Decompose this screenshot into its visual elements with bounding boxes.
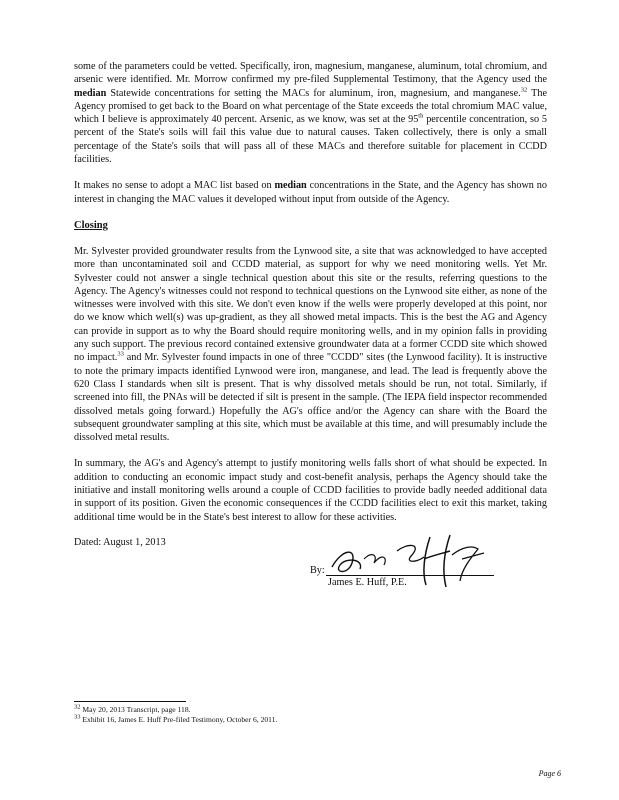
footnotes	[74, 705, 474, 725]
text-run: some of the parameters could be vetted. Specifically, iron, magnesium, manganese, aluminum, total chromium, and arsenic were identified. Mr. Morrow confirmed my pre-filed Supplemental Testimony, that the Agency used the	[74, 61, 547, 86]
by-label: By:	[310, 564, 325, 576]
footnote-ref-33: 33	[117, 350, 124, 358]
signature-line	[326, 575, 494, 576]
footnote-text: May 20, 2013 Transcript, page 118.	[82, 705, 191, 714]
section-heading-closing: Closing	[74, 219, 108, 231]
footnote-number: 32	[74, 703, 81, 711]
footnote-text: Exhibit 16, James E. Huff Pre-filed Testimony, October 6, 2011.	[82, 715, 278, 724]
paragraph-mac-parameters	[74, 60, 547, 166]
signer-name: James E. Huff, P.E.	[328, 576, 407, 588]
footnote-33	[74, 715, 474, 725]
paragraph-lynwood-site	[74, 245, 547, 444]
text-run: It makes no sense to adopt a MAC list based on	[74, 180, 275, 192]
signature-block	[74, 537, 547, 597]
footnote-32	[74, 705, 474, 715]
footnote-ref-32: 32	[520, 86, 528, 94]
footnote-number: 33	[74, 713, 81, 721]
emphasis-median: median	[74, 87, 107, 99]
document-body	[74, 60, 547, 597]
text-run: The Agency promised to get back to the Board on what percentage of the State exceeds the total chromium MAC value, which I believe is approximately 40 percent. Arsenic, as we know, was set at the 95	[74, 87, 547, 126]
text-run: concentrations in the State, and the Agency has shown no interest in changing the MAC values it developed without input from outside of the Agency.	[74, 180, 547, 205]
paragraph-median-conclusion	[74, 179, 547, 206]
date-line: Dated: August 1, 2013	[74, 536, 166, 548]
emphasis-median: median	[274, 180, 307, 192]
text-run: percentile concentration, so 5 percent of the State's soils will fail this value due to natural causes. Taken collectively, there is only a small percentage of the State's soils that will pass all of these MACs and therefore suitable for placement in CCDD facilities.	[74, 114, 548, 166]
text-run: Mr. Sylvester provided groundwater results from the Lynwood site, a site that was acknowledged to have accepted more than uncontaminated soil and CCDD material, as support for why we need monitoring wells. Yet Mr. Sylvester could not answer a single technical question about this site or the results, referring questions to the Agency. The Agency's witnesses could not respond to technical questions on the Lynwood site either, as none of the witnesses were involved with this site. We don't even know if the wells were properly developed at this point, nor do we know which well(s) was up-gradient, as they all showed metal impacts. This is the best the AG and Agency can provide in support as to why the Board should require monitoring wells, and in my opinion falls in providing any such support. The previous record contained extensive groundwater data at a former CCDD site which showed no impact.	[74, 245, 547, 364]
text-run: and Mr. Sylvester found impacts in one of three "CCDD" sites (the Lynwood facility). It is instructive to note the primary impacts identified Lynwood were iron, manganese, and lead. The lead is frequently above the 620 Class I standards when silt is present. That is why dissolved metals should be run, not total. Similarly, if screened into fill, the PNAs will be detected if silt is present in the sample. (The IEPA field inspector recommended dissolved metals going forward.) Hopefully the AG's office and/or the Agency can share with the Board the subsequent groundwater sampling at this site, which must be available at this time, and will presumably include the dissolved metal results.	[74, 352, 547, 444]
paragraph-summary: In summary, the AG's and Agency's attempt to justify monitoring wells falls short of what should be expected. In addition to conducting an economic impact study and cost-benefit analysis, perhaps the Agency should take the initiative and install monitoring wells around a couple of CCDD facilities to provide badly needed additional data in support of its position. Given the economic consequences if the CCDD facilities elect to exit this market, taking additional time would be in the State's best interest to allow for these activities.	[74, 458, 547, 523]
text-run: Statewide concentrations for setting the MACs for aluminum, iron, magnesium, and manganese.	[106, 87, 521, 99]
page-number: Page 6	[538, 769, 561, 778]
footnote-divider	[74, 701, 186, 702]
ordinal-suffix: th	[418, 112, 424, 120]
